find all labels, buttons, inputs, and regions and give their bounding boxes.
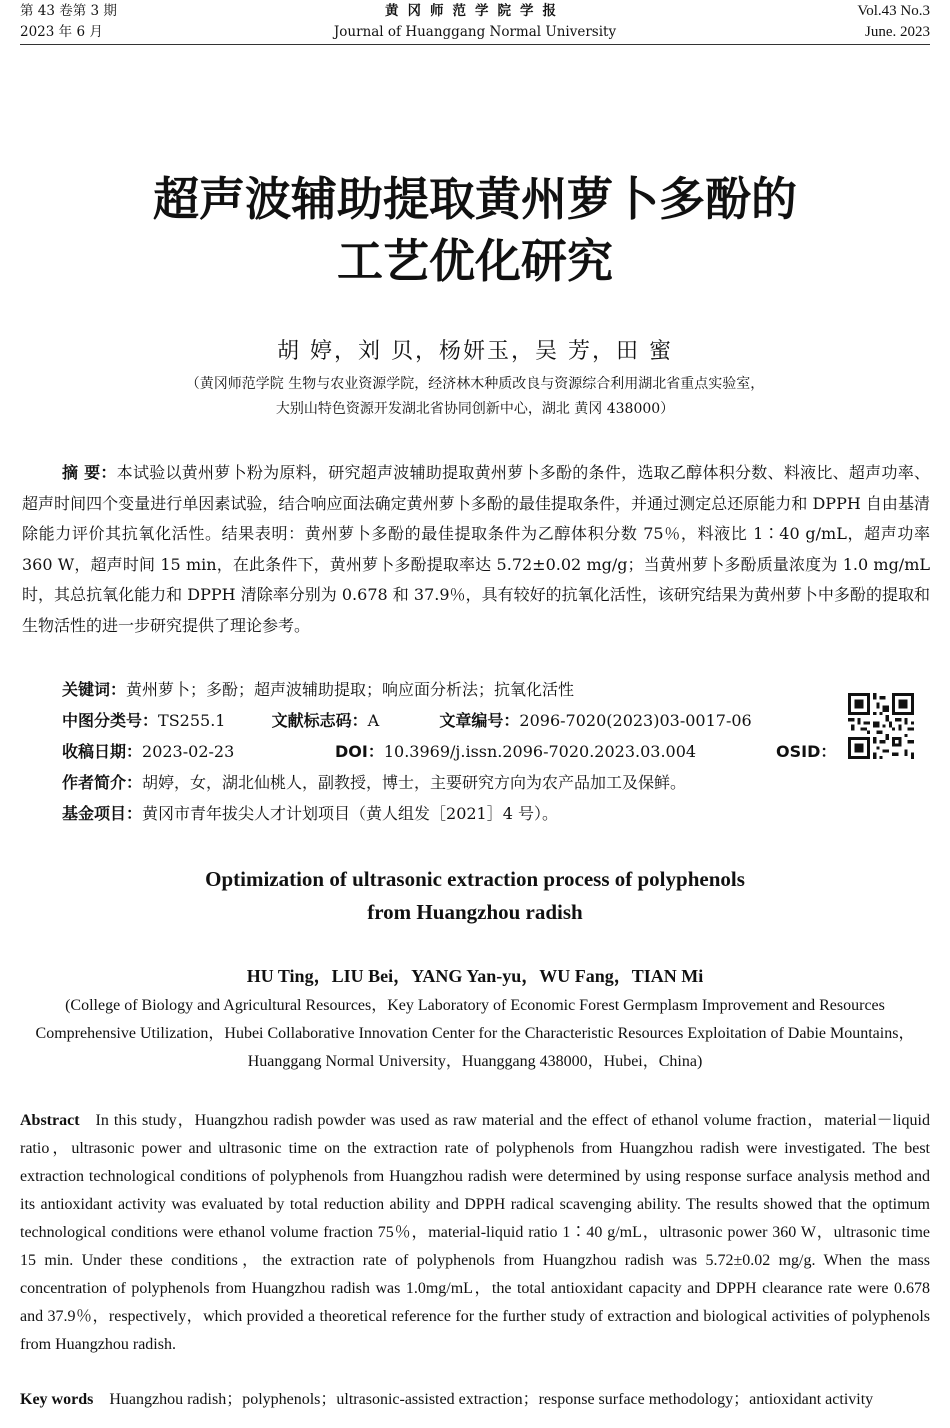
received-value: 2023-02-23 — [142, 742, 235, 761]
keywords-en-label: Key words — [20, 1391, 94, 1408]
doi-row — [335, 737, 696, 767]
received-label: 收稿日期： — [62, 742, 143, 761]
osid-qr-code — [848, 693, 914, 759]
keywords-cn — [62, 675, 574, 705]
article-number-value: 2096-7020(2023)03-0017-06 — [519, 711, 752, 730]
keywords-cn-label: 关键词： — [62, 680, 127, 699]
volume-issue-en: Vol.43 No.3 — [857, 3, 930, 19]
abstract-en — [20, 1107, 930, 1359]
clc-label: 中图分类号： — [62, 711, 159, 730]
abstract-en-label: Abstract — [20, 1112, 80, 1129]
osid-row — [776, 737, 836, 767]
abstract-en-text: In this study，Huangzhou radish powder was used as raw material and the effect of ethanol volume fraction，material－liquid ratio，ultrasonic power and ultrasonic time on the extraction rate of polyphenols from Huangzhou radish were investigated. The best extraction technological conditions of polyphenols from Huangzhou radish were determined by using response surface analysis method and its antioxidant activity was evaluated by total reduction ability and DPPH radical scavenging ability. The results showed that the optimum technological conditions were ethanol volume fraction 75％，material-liquid ratio 1∶40 g/mL，ultrasonic power 360 W，ultrasonic time 15 min. Under these conditions，the extraction rate of polyphenols from Huangzhou radish was 5.72±0.02 mg/g. When the mass concentration of polyphenols from Huangzhou radish was 1.0mg/mL，the total antioxidant capacity and DPPH clearance rate were 0.678 and 37.9％，respectively，which provided a theoretical reference for the further study of extraction and biological activities of polyphenols from Huangzhou radish. — [20, 1112, 931, 1353]
doi-label: DOI： — [335, 742, 384, 761]
doc-code-label: 文献标志码： — [271, 711, 368, 730]
authors-cn: 胡 婷，刘 贝，杨妍玉，吴 芳，田 蜜 — [277, 339, 673, 364]
keywords-en-value: Huangzhou radish；polyphenols；ultrasonic-assisted extraction；response surface methodology；antioxidant activity — [109, 1391, 874, 1408]
funding-value: 黄冈市青年拔尖人才计划项目（黄人组发［2021］4 号）。 — [142, 804, 559, 823]
title-en — [0, 863, 950, 929]
clc-value: TS255.1 — [158, 711, 226, 730]
title-cn-line2: 工艺优化研究 — [337, 234, 613, 288]
affiliation-cn — [0, 372, 950, 422]
publication-date-en: June. 2023 — [865, 24, 930, 40]
funding — [62, 799, 558, 829]
title-en-line1: Optimization of ultrasonic extraction process of polyphenols — [205, 867, 745, 891]
title-cn — [0, 168, 950, 292]
keywords-cn-value: 黄州萝卜；多酚；超声波辅助提取；响应面分析法；抗氧化活性 — [126, 680, 575, 699]
affiliation-en: (College of Biology and Agricultural Resources，Key Laboratory of Economic Forest Germplasm Improvement and Resources Comprehensive Utilization，Hubei Collaborative Innovation Center for the Characteristic Resources Exploitation of Dabie Mountains，Huanggang Normal University，Huanggang 438000，Hubei，China) — [35, 997, 915, 1070]
volume-issue-cn: 第 43 卷第 3 期 — [20, 3, 117, 19]
authors-en: HU Ting，LIU Bei，YANG Yan-yu，WU Fang，TIAN Mi — [246, 966, 704, 986]
author-bio-value: 胡婷，女，湖北仙桃人，副教授，博士，主要研究方向为农产品加工及保鲜。 — [142, 773, 687, 792]
abstract-cn-label: 摘 要： — [62, 463, 117, 482]
author-bio — [62, 768, 686, 798]
affiliation-cn-line2: 大别山特色资源开发湖北省协同创新中心，湖北 黄冈 438000） — [275, 401, 675, 417]
article-number-label: 文章编号： — [439, 711, 520, 730]
osid-label: OSID： — [776, 742, 837, 761]
journal-name-cn: 黄冈师范学院学报 — [385, 3, 565, 19]
journal-name-en: Journal of Huanggang Normal University — [333, 24, 617, 40]
doi-value: 10.3969/j.issn.2096-7020.2023.03.004 — [383, 742, 697, 761]
received-row — [62, 737, 234, 767]
keywords-en — [20, 1386, 930, 1414]
classification-row — [62, 706, 752, 736]
publication-date-cn: 2023 年 6 月 — [20, 24, 103, 40]
journal-header — [20, 0, 930, 45]
author-bio-label: 作者简介： — [62, 773, 143, 792]
abstract-cn — [22, 458, 930, 641]
affiliation-cn-line1: （黄冈师范学院 生物与农业资源学院，经济林木种质改良与资源综合利用湖北省重点实验室， — [185, 376, 765, 392]
title-cn-line1: 超声波辅助提取黄州萝卜多酚的 — [153, 172, 797, 226]
title-en-line2: from Huangzhou radish — [367, 900, 583, 924]
doc-code-value: A — [367, 711, 380, 730]
funding-label: 基金项目： — [62, 804, 143, 823]
abstract-cn-text: 本试验以黄州萝卜粉为原料，研究超声波辅助提取黄州萝卜多酚的条件，选取乙醇体积分数、料液比、超声功率、超声时间四个变量进行单因素试验，结合响应面法确定黄州萝卜多酚的最佳提取条件，并通过测定总还原能力和 DPPH 自由基清除能力评价其抗氧化活性。结果表明：黄州萝卜多酚的最佳提取条件为乙醇体积分数 75％，料液比 1∶40 g/mL，超声功率 360 W，超声时间 15 min，在此条件下，黄州萝卜多酚提取率达 5.72±0.02 mg/g；当黄州萝卜多酚质量浓度为 1.0 mg/mL 时，其总抗氧化能力和 DPPH 清除率分别为 0.678 和 37.9％，具有较好的抗氧化活性，该研究结果为黄州萝卜中多酚的提取和生物活性的进一步研究提供了理论参考。 — [22, 463, 930, 635]
